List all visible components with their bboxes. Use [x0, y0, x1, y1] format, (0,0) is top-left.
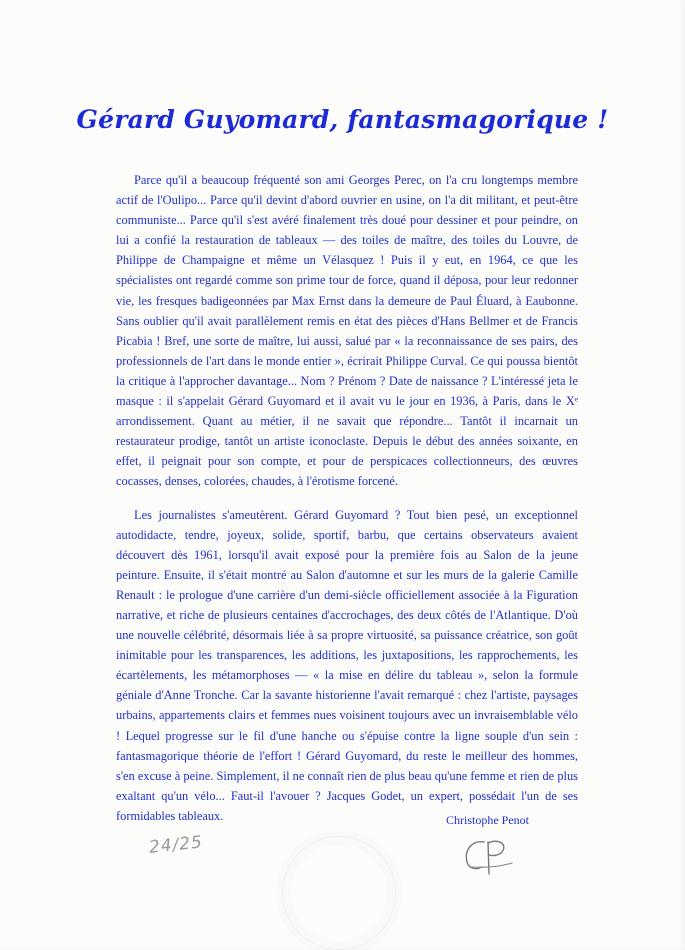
edition-number: 24/25 — [148, 832, 204, 858]
handwritten-signature — [458, 834, 522, 883]
document-title: Gérard Guyomard, fantasmagorique ! — [76, 104, 609, 134]
body-paragraph: Parce qu'il a beaucoup fréquenté son ami Georges Perec, on l'a cru longtemps membre actif de l'Oulipo... Parce qu'il devint d'abord ouvrier en usine, on l'a dit militant, et peut-être communiste... Parce qu'il s'est avéré finalement très doué pour dessiner et pour peindre, on lui a confié la restauration de tableaux — des toiles de maître, des toiles du Louvre, de Philippe de Champaigne et même un Vélasquez ! Puis il y eut, en 1964, ce que les spécialistes ont regardé comme son prime tour de force, quand il déposa, pour leur redonner vie, les fresques badigeonnées par Max Ernst dans la demeure de Paul Éluard, à Eaubonne. Sans oublier qu'il avait parallèlement remis en état des pièces d'Hans Bellmer et de Francis Picabia ! Bref, une sorte de maître, lui aussi, salué par « la reconnaissance de ses pairs, des professionnels de l'art dans le monde entier », écrirait Philippe Curval. Ce qui poussa bientôt la critique à l'approcher davantage... Nom ? Prénom ? Date de naissance ? L'intéressé jeta le masque : il s'appelait Gérard Guyomard et il avait vu le jour en 1936, à Paris, dans le Xᵉ arrondissement. Quant au métier, il ne savait que répondre... Tantôt il incarnait un restaurateur prodige, tantôt un artiste iconoclaste. Depuis le début des années soixante, en effet, il peignait pour son compte, et pour de perspicaces collectionneurs, des œuvres cocasses, denses, colorées, chaudes, à l'érotisme forcené. — [116, 173, 578, 489]
body-paragraph: Les journalistes s'ameutèrent. Gérard Guyomard ? Tout bien pesé, un exceptionnel autodidacte, tendre, joyeux, solide, sportif, barbu, que certains observateurs avaient découvert dès 1961, lorsqu'il avait exposé pour la première fois au Salon de la jeune peinture. Ensuite, il s'était montré au Salon d'automne et sur les murs de la galerie Camille Renault : le prologue d'une carrière d'un demi-siècle officiellement associée à la Figuration narrative, et riche de plusieurs centaines d'accrochages, des deux côtés de l'Atlantique. D'où une nouvelle célébrité, désormais liée à sa propre virtuosité, sa puissance créatrice, son goût inimitable pour les transparences, les additions, les juxtapositions, les rapprochements, les écartèlements, les métamorphoses — « la mise en délire du tableau », selon la formule géniale d'Anne Tronche. Car la savante historienne l'avait remarqué : chez l'artiste, paysages urbains, appartements clairs et femmes nues voisinent toujours avec un invraisemblable vélo ! Lequel progresse sur le fil d'une hanche ou s'épuise contre la ligne souple d'un sein : fantasmagorique théorie de l'effort ! Gérard Guyomard, du reste le meilleur des hommes, s'en excuse à peine. Simplement, il ne connaît rien de plus beau qu'une femme et rien de plus exaltant qu'un vélo... Faut-il l'avouer ? Jacques Godet, un expert, possédait l'un de ses formidables tableaux. — [116, 507, 578, 823]
blind-stamp-seal — [282, 836, 396, 950]
document-body — [116, 170, 578, 826]
signature-mark — [458, 834, 522, 878]
author-name: Christophe Penot — [446, 813, 529, 827]
